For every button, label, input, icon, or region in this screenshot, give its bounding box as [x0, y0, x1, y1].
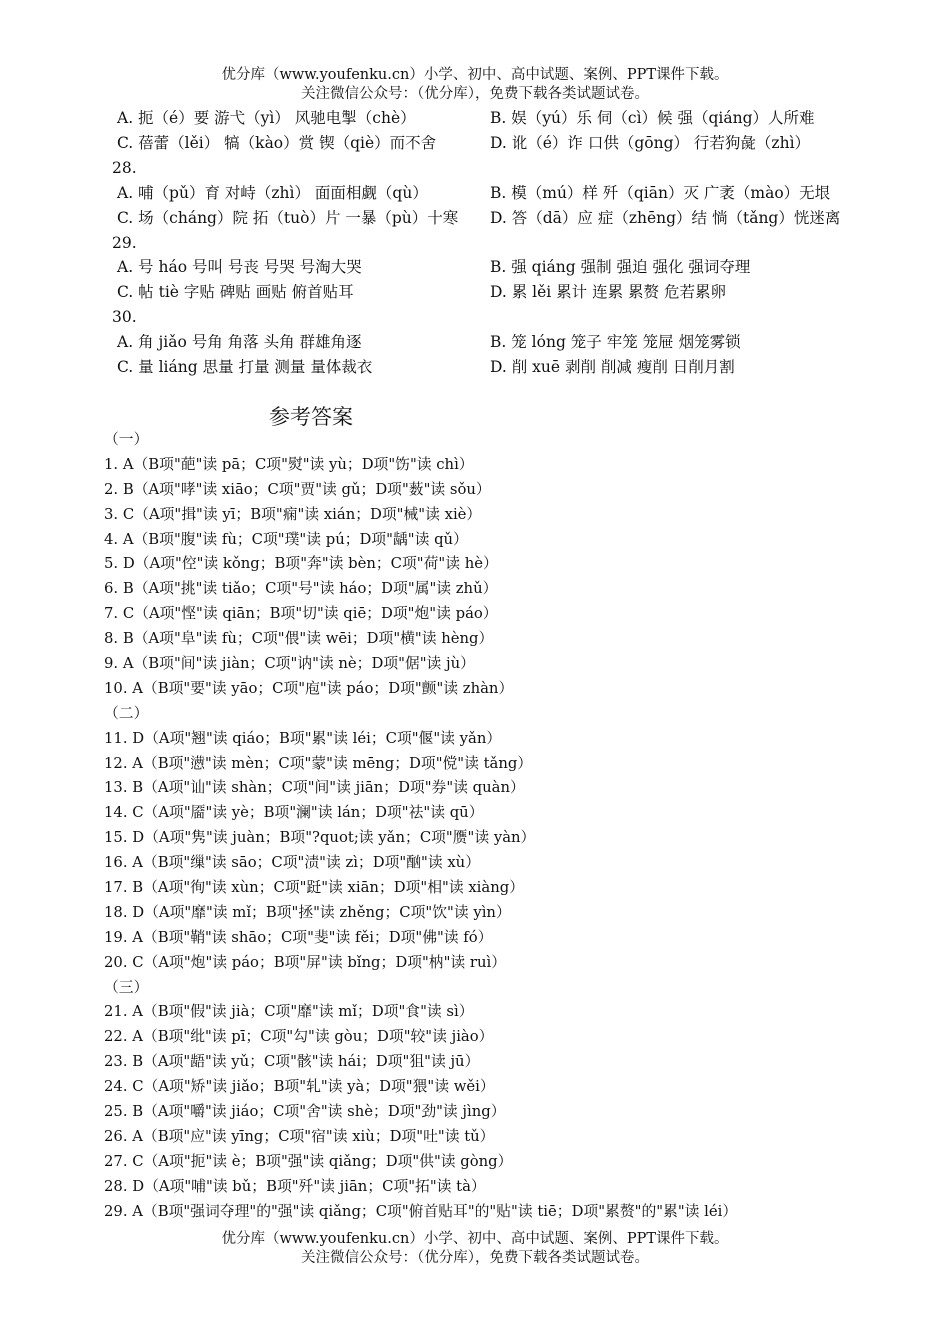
option-left: C. 蓓蕾（lěi） 犒（kào）赏 锲（qiè）而不舍	[117, 133, 437, 152]
answer-section-label: （一）	[104, 431, 149, 448]
answer-line: 19. A（B项"鞘"读 shāo；C项"斐"读 fěi；D项"佛"读 fó）	[104, 928, 493, 946]
answer-line: 22. A（B项"纰"读 pī；C项"勾"读 gòu；D项"较"读 jiào）	[104, 1028, 494, 1046]
answer-line: 13. B（A项"讪"读 shàn；C项"间"读 jiān；D项"券"读 quàn）	[104, 779, 525, 797]
answer-section-label: （三）	[104, 978, 149, 996]
option-left: C. 帖 tiè 字贴 碑贴 画贴 俯首贴耳	[117, 283, 354, 302]
option-left: C. 量 liáng 思量 打量 测量 量体裁衣	[117, 358, 373, 376]
question-number-text: 30.	[112, 308, 137, 327]
option-row	[0, 181, 950, 206]
page-header	[0, 66, 950, 104]
answer-line: 12. A（B项"懑"读 mèn；C项"蒙"读 mēng；D项"傥"读 tǎng）	[104, 754, 533, 772]
option-right: D. 削 xuē 剥削 削减 瘦削 日削月割	[490, 358, 735, 376]
question-number-text: 28.	[112, 158, 137, 177]
option-left: A. 号 háo 号叫 号丧 号哭 号淘大哭	[117, 258, 362, 277]
answer-line: 26. A（B项"应"读 yīng；C项"宿"读 xiù；D项"吐"读 tǔ）	[104, 1127, 495, 1145]
answer-line: 24. C（A项"矫"读 jiǎo；B项"轧"读 yà；D项"猥"读 wěi）	[104, 1078, 495, 1096]
option-right: D. 讹（é）诈 口供（gōng） 行若狗彘（zhì）	[490, 133, 811, 152]
option-row	[0, 280, 950, 305]
answer-line: 6. B（A项"挑"读 tiǎo；C项"号"读 háo；D项"属"读 zhǔ）	[104, 580, 498, 598]
option-right: D. 累 lěi 累计 连累 累赘 危若累卵	[490, 283, 726, 302]
answer-list	[104, 428, 944, 1225]
option-right: B. 强 qiáng 强制 强迫 强化 强词夺理	[490, 258, 751, 277]
option-right: B. 模（mú）样 歼（qiān）灭 广袤（mào）无垠	[490, 183, 831, 202]
answer-line: 5. D（A项"倥"读 kǒng；B项"奔"读 bèn；C项"荷"读 hè）	[104, 555, 498, 573]
answer-line: 28. D（A项"哺"读 bǔ；B项"歼"读 jiān；C项"拓"读 tà）	[104, 1177, 486, 1195]
footer-line-1: 优分库（www.youfenku.cn）小学、初中、高中试题、案例、PPT课件下载。	[221, 1231, 729, 1247]
answer-line: 25. B（A项"嚼"读 jiáo；C项"舍"读 shè；D项"劲"读 jìng）	[104, 1103, 506, 1121]
answer-line: 10. A（B项"要"读 yāo；C项"庖"读 páo；D项"颤"读 zhàn）	[104, 679, 514, 697]
answer-line: 17. B（A项"徇"读 xùn；C项"跹"读 xiān；D项"相"读 xiàng）	[104, 879, 525, 897]
option-right: D. 答（dā）应 症（zhēng）结 惝（tǎng）恍迷离	[490, 208, 841, 227]
option-row	[0, 131, 950, 156]
answer-line: 7. C（A项"悭"读 qiān；B项"切"读 qiē；D项"炮"读 páo）	[104, 605, 498, 623]
option-row	[0, 255, 950, 280]
answer-line: 15. D（A项"隽"读 juàn；B项"?quot;读 yǎn；C项"赝"读 yàn）	[104, 829, 536, 847]
header-line-2: 关注微信公众号：（优分库），免费下载各类试题试卷。	[301, 86, 649, 102]
answer-line: 1. A（B项"葩"读 pā；C项"熨"读 yù；D项"饬"读 chì）	[104, 455, 474, 473]
footer-line-2: 关注微信公众号：（优分库），免费下载各类试题试卷。	[301, 1250, 649, 1266]
answer-line: 8. B（A项"阜"读 fù；C项"偎"读 wēi；D项"横"读 hèng）	[104, 630, 494, 648]
answer-title: 参考答案	[269, 405, 353, 429]
option-left: A. 哺（pǔ）育 对峙（zhì） 面面相觑（qù）	[117, 183, 428, 202]
option-row	[0, 355, 950, 380]
question-number	[0, 231, 950, 256]
answer-line: 3. C（A项"揖"读 yī；B项"痫"读 xián；D项"械"读 xiè）	[104, 505, 482, 523]
option-right: B. 娱（yú）乐 伺（cì）候 强（qiáng）人所难	[490, 109, 815, 127]
answer-line: 29. A（B项"强词夺理"的"强"读 qiǎng；C项"俯首贴耳"的"贴"读 tiē；D项"累赘"的"累"读 léi）	[104, 1202, 738, 1220]
option-row	[0, 206, 950, 231]
answer-section-label: （二）	[104, 704, 149, 722]
option-right: B. 笼 lóng 笼子 牢笼 笼屉 烟笼雾锁	[490, 333, 741, 352]
answer-line: 18. D（A项"靡"读 mǐ；B项"拯"读 zhěng；C项"饮"读 yìn）	[104, 903, 511, 921]
option-row	[0, 106, 950, 131]
answer-line: 21. A（B项"假"读 jià；C项"靡"读 mǐ；D项"食"读 sì）	[104, 1003, 474, 1021]
question-number	[0, 156, 950, 181]
option-left: C. 场（cháng）院 拓（tuò）片 一暴（pù）十寒	[117, 208, 459, 227]
option-left: A. 角 jiǎo 号角 角落 头角 群雄角逐	[117, 333, 362, 352]
answer-line: 14. C（A项"靥"读 yè；B项"澜"读 lán；D项"祛"读 qū）	[104, 804, 484, 822]
question-number-text: 29.	[112, 233, 137, 252]
answer-line: 4. A（B项"腹"读 fù；C项"璞"读 pú；D项"龋"读 qǔ）	[104, 530, 468, 548]
answer-line: 2. B（A项"哮"读 xiāo；C项"贾"读 gǔ；D项"薮"读 sǒu）	[104, 480, 491, 498]
answer-line: 11. D（A项"翘"读 qiáo；B项"累"读 léi；C项"偃"读 yǎn）	[104, 729, 502, 747]
header-line-1: 优分库（www.youfenku.cn）小学、初中、高中试题、案例、PPT课件下载。	[221, 67, 729, 83]
page-footer	[0, 1230, 950, 1268]
answer-line: 9. A（B项"间"读 jiàn；C项"讷"读 nè；D项"倨"读 jù）	[104, 655, 475, 673]
answer-line: 16. A（B项"缫"读 sāo；C项"渍"读 zì；D项"酗"读 xù）	[104, 854, 481, 872]
answer-line: 27. C（A项"扼"读 è；B项"强"读 qiǎng；D项"供"读 gòng）	[104, 1152, 513, 1170]
option-row	[0, 330, 950, 355]
question-number	[0, 305, 950, 330]
answer-line: 20. C（A项"炮"读 páo；B项"屏"读 bǐng；D项"枘"读 ruì）	[104, 953, 507, 971]
option-left: A. 扼（é）要 游弋（yì） 风驰电掣（chè）	[117, 109, 416, 127]
answer-line: 23. B（A项"龉"读 yǔ；C项"骸"读 hái；D项"狙"读 jū）	[104, 1053, 480, 1071]
